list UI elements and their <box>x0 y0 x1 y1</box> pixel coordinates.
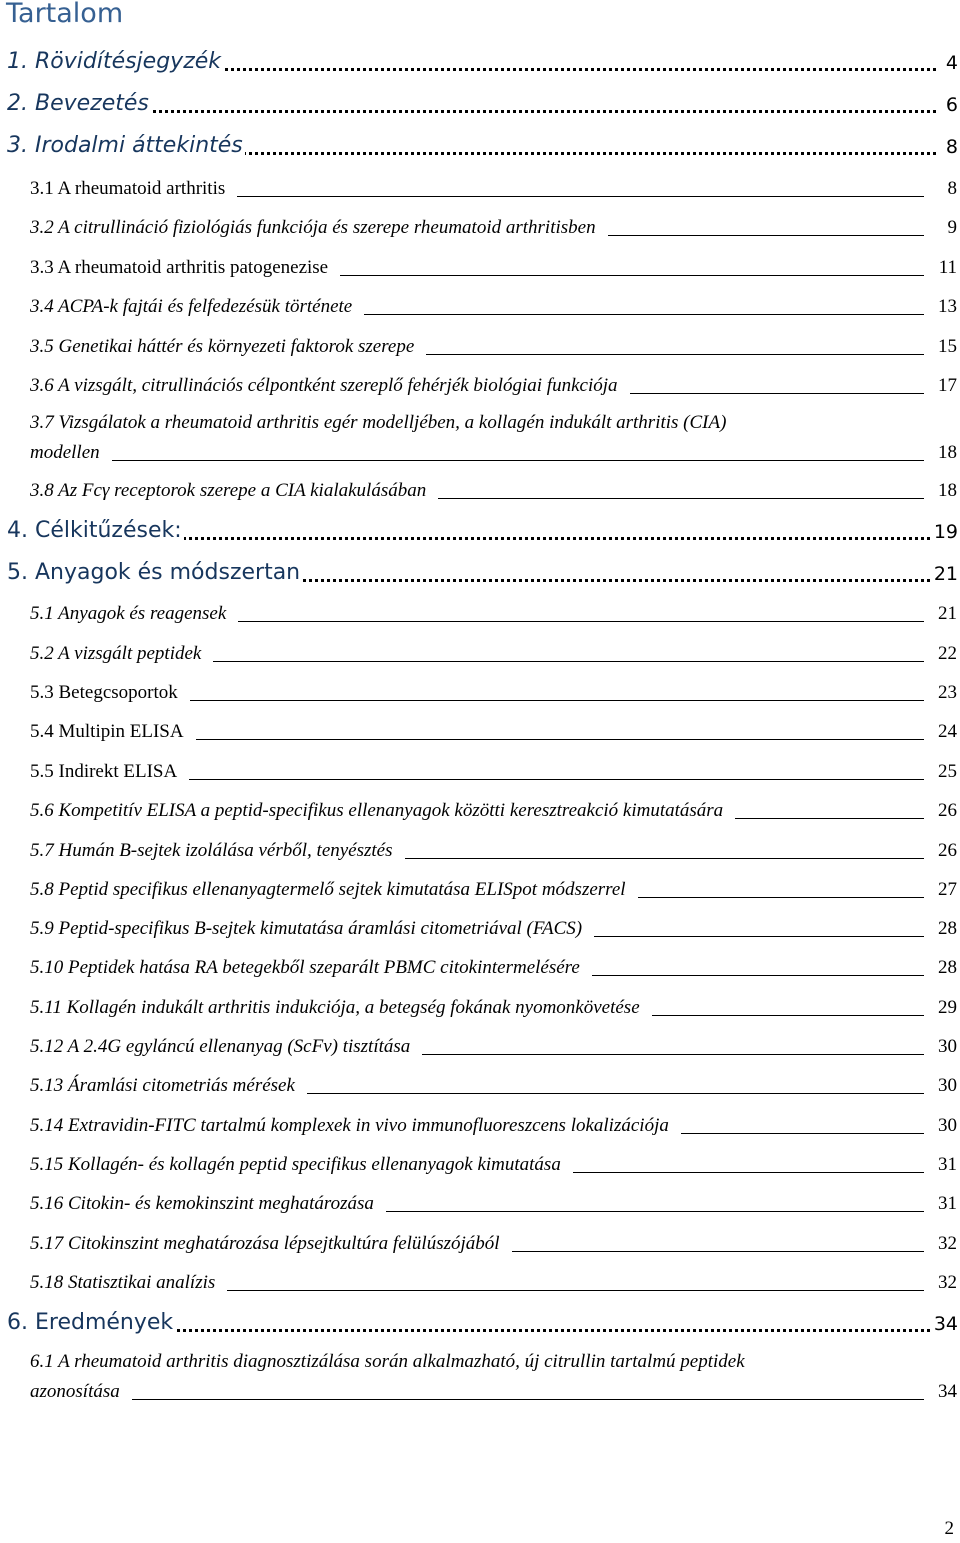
toc-entry[interactable] <box>0 253 960 283</box>
toc-label: 5.11 Kollagén indukált arthritis indukciója, a betegség fokának nyomonkövetése <box>30 997 652 1019</box>
toc-page-number: 34 <box>938 1381 957 1402</box>
toc-page-number: 29 <box>938 997 957 1018</box>
toc-entry[interactable] <box>0 678 960 708</box>
page-title: Tartalom <box>6 0 124 29</box>
toc-page-number: 27 <box>938 879 957 900</box>
toc-page-number: 25 <box>938 761 957 782</box>
toc-label: 5.2 A vizsgált peptidek <box>30 643 213 665</box>
toc-entry[interactable] <box>0 875 960 905</box>
toc-label: 5.10 Peptidek hatása RA betegekből szeparált PBMC citokintermelésére <box>30 957 592 979</box>
toc-page-number: 30 <box>938 1036 957 1057</box>
toc-label: 1. Rövidítésjegyzék <box>7 49 222 74</box>
toc-label-continued: modellen <box>30 442 112 464</box>
toc-page-number: 21 <box>938 603 957 624</box>
toc-page-number: 13 <box>938 296 957 317</box>
toc-label: 3.4 ACPA-k fajtái és felfedezésük története <box>30 296 364 318</box>
toc-page-number: 15 <box>938 336 957 357</box>
toc-label: 5.8 Peptid specifikus ellenanyagtermelő sejtek kimutatása ELISpot módszerrel <box>30 879 638 901</box>
toc-page-number: 18 <box>938 442 957 463</box>
toc-label: 5.1 Anyagok és reagensek <box>30 603 238 625</box>
toc-entry[interactable] <box>0 174 960 204</box>
toc-entry[interactable] <box>0 836 960 866</box>
toc-page-number: 30 <box>938 1115 957 1136</box>
toc-entry[interactable] <box>0 599 960 629</box>
toc-page-number: 31 <box>938 1193 957 1214</box>
toc-page-number: 28 <box>938 918 957 939</box>
toc-entry[interactable] <box>0 132 960 162</box>
toc-page-number: 17 <box>938 375 957 396</box>
toc-page-number: 18 <box>938 480 957 501</box>
toc-page-number: 4 <box>945 52 958 74</box>
toc-label: 4. Célkitűzések: <box>7 518 182 543</box>
toc-page-number: 34 <box>933 1313 958 1335</box>
toc-label: 5.9 Peptid-specifikus B-sejtek kimutatása áramlási citometriával (FACS) <box>30 918 594 940</box>
toc-label-continued: azonosítása <box>30 1381 132 1403</box>
toc-page-number: 9 <box>947 217 957 238</box>
toc-label: 6. Eredmények <box>7 1310 174 1335</box>
toc-label: 5.7 Humán B-sejtek izolálása vérből, tenyésztés <box>30 840 405 862</box>
toc-label: 5.17 Citokinszint meghatározása lépsejtkultúra felülúszójából <box>30 1233 512 1255</box>
toc-label: 5. Anyagok és módszertan <box>7 560 301 585</box>
toc-label: 3. Irodalmi áttekintés <box>7 133 243 158</box>
toc-entry[interactable] <box>0 559 960 589</box>
toc-label: 5.5 Indirekt ELISA <box>30 761 189 783</box>
toc-label: 6.1 A rheumatoid arthritis diagnosztizálása során alkalmazható, új citrullin tartalmú peptidek <box>30 1351 745 1372</box>
toc-label: 5.18 Statisztikai analízis <box>30 1272 227 1294</box>
toc-entry[interactable] <box>0 1032 960 1062</box>
toc-page-number: 32 <box>938 1233 957 1254</box>
toc-label: 5.13 Áramlási citometriás mérések <box>30 1075 307 1097</box>
toc-entry[interactable] <box>0 1309 960 1339</box>
toc-entry[interactable] <box>0 1150 960 1180</box>
toc-entry[interactable] <box>0 796 960 826</box>
page-number: 2 <box>944 1518 954 1539</box>
toc-entry[interactable] <box>0 476 960 506</box>
toc-entry[interactable] <box>0 1111 960 1141</box>
toc-page-number: 8 <box>945 136 958 158</box>
toc-page-number: 21 <box>933 563 958 585</box>
toc-label: 3.1 A rheumatoid arthritis <box>30 178 237 200</box>
toc-page-number: 31 <box>938 1154 957 1175</box>
toc-page-number: 26 <box>938 840 957 861</box>
toc-label: 3.3 A rheumatoid arthritis patogenezise <box>30 257 340 279</box>
toc-label: 5.14 Extravidin-FITC tartalmú komplexek in vivo immunofluoreszcens lokalizációja <box>30 1115 681 1137</box>
toc-label: 3.6 A vizsgált, citrullinációs célpontként szereplő fehérjék biológiai funkciója <box>30 375 630 397</box>
toc-entry[interactable] <box>0 410 960 468</box>
toc-page-number: 26 <box>938 800 957 821</box>
toc-page-number: 11 <box>938 257 957 278</box>
toc-entry[interactable] <box>0 371 960 401</box>
leader-line <box>40 1399 924 1400</box>
toc-label: 5.12 A 2.4G egyláncú ellenanyag (ScFv) tisztítása <box>30 1036 422 1058</box>
toc-entry[interactable] <box>0 993 960 1023</box>
toc-entry[interactable] <box>0 717 960 747</box>
toc-label: 3.5 Genetikai háttér és környezeti faktorok szerepe <box>30 336 426 358</box>
toc-page-number: 24 <box>938 721 957 742</box>
toc-label: 5.15 Kollagén- és kollagén peptid specifikus ellenanyagok kimutatása <box>30 1154 573 1176</box>
toc-entry[interactable] <box>0 953 960 983</box>
toc-page-number: 23 <box>938 682 957 703</box>
toc-entry[interactable] <box>0 90 960 120</box>
toc-label: 5.3 Betegcsoportok <box>30 682 190 704</box>
toc-label: 3.8 Az Fcγ receptorok szerepe a CIA kialakulásában <box>30 480 438 502</box>
toc-entry[interactable] <box>0 1268 960 1298</box>
toc-page-number: 6 <box>945 94 958 116</box>
toc-entry[interactable] <box>0 1071 960 1101</box>
toc-entry[interactable] <box>0 639 960 669</box>
toc-page-number: 8 <box>947 178 957 199</box>
leader-line <box>40 460 924 461</box>
toc-page-number: 22 <box>938 643 957 664</box>
toc-page-number: 28 <box>938 957 957 978</box>
toc-label: 5.4 Multipin ELISA <box>30 721 196 743</box>
toc-entry[interactable] <box>0 1189 960 1219</box>
toc-entry[interactable] <box>0 1229 960 1259</box>
toc-page-number: 30 <box>938 1075 957 1096</box>
toc-entry[interactable] <box>0 757 960 787</box>
toc-label: 3.7 Vizsgálatok a rheumatoid arthritis egér modelljében, a kollagén indukált arthritis (CIA) <box>30 412 727 433</box>
toc-page-number: 32 <box>938 1272 957 1293</box>
toc-entry[interactable] <box>0 213 960 243</box>
toc-entry[interactable] <box>0 48 960 78</box>
toc-entry[interactable] <box>0 517 960 547</box>
toc-entry[interactable] <box>0 292 960 322</box>
toc-label: 5.6 Kompetitív ELISA a peptid-specifikus ellenanyagok közötti keresztreakció kimutatására <box>30 800 735 822</box>
toc-label: 3.2 A citrullináció fiziológiás funkciója és szerepe rheumatoid arthritisben <box>30 217 608 239</box>
toc-entry[interactable] <box>0 332 960 362</box>
toc-label: 2. Bevezetés <box>7 91 149 116</box>
toc-entry[interactable] <box>0 1349 960 1407</box>
toc-label: 5.16 Citokin- és kemokinszint meghatározása <box>30 1193 386 1215</box>
toc-entry[interactable] <box>0 914 960 944</box>
toc-page-number: 19 <box>933 521 958 543</box>
